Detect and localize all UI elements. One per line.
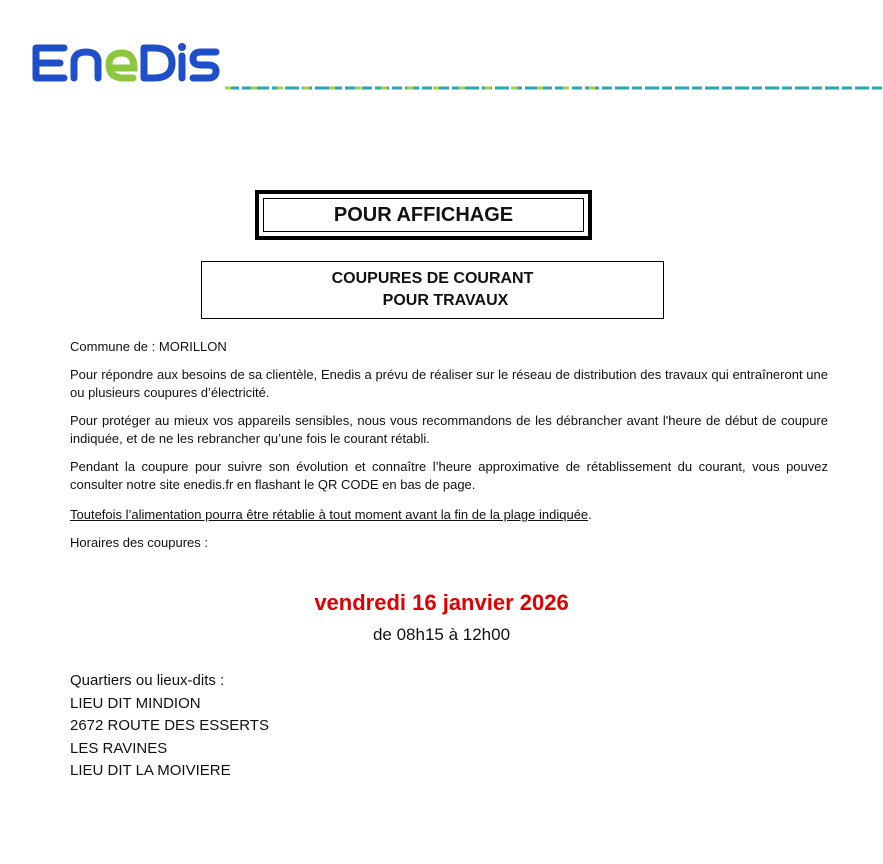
locations-list [70, 670, 269, 783]
outage-date: vendredi 16 janvier 2026 [314, 590, 569, 615]
subtitle-box [201, 261, 664, 319]
commune-line: Commune de : MORILLON [70, 339, 227, 354]
enedis-logo [30, 40, 220, 86]
location-item: 2672 ROUTE DES ESSERTS [70, 717, 269, 734]
outage-time-range: de 08h15 à 12h00 [372, 625, 511, 644]
subtitle-line-1: COUPURES DE COURANT [331, 270, 534, 287]
locations-label: Quartiers ou lieux-dits : [70, 672, 225, 689]
location-item: LIEU DIT LA MOIVIERE [70, 762, 231, 779]
horaires-label: Horaires des coupures : [70, 535, 209, 550]
title-text: POUR AFFICHAGE [263, 198, 584, 232]
header-divider-line [225, 78, 883, 84]
location-item: LIEU DIT MINDION [70, 694, 201, 712]
paragraph-1: Pour répondre aux besoins de sa clientèle, Enedis a prévu de réaliser sur le réseau de distribution des travaux qui entraîneront une ou plusieurs coupures d’électricité. [70, 367, 828, 400]
warning-period: . [588, 507, 592, 522]
subtitle-line-2: POUR TRAVAUX [382, 292, 509, 309]
title-box [255, 190, 592, 240]
warning-line [70, 506, 828, 524]
warning-text: Toutefois l’alimentation pourra être rétablie à tout moment avant la fin de la plage indiquée [70, 507, 589, 522]
paragraph-3: Pendant la coupure pour suivre son évolution et connaître l’heure approximative de rétablissement du courant, vous pouvez consulter notre site enedis.fr en flashant le QR CODE en bas de page. [70, 459, 828, 492]
paragraph-2: Pour protéger au mieux vos appareils sensibles, nous vous recommandons de les débrancher avant l'heure de début de coupure indiquée, et de ne les rebrancher qu’une fois le courant rétabli. [70, 413, 828, 446]
location-item: LES RAVINES [70, 739, 168, 757]
